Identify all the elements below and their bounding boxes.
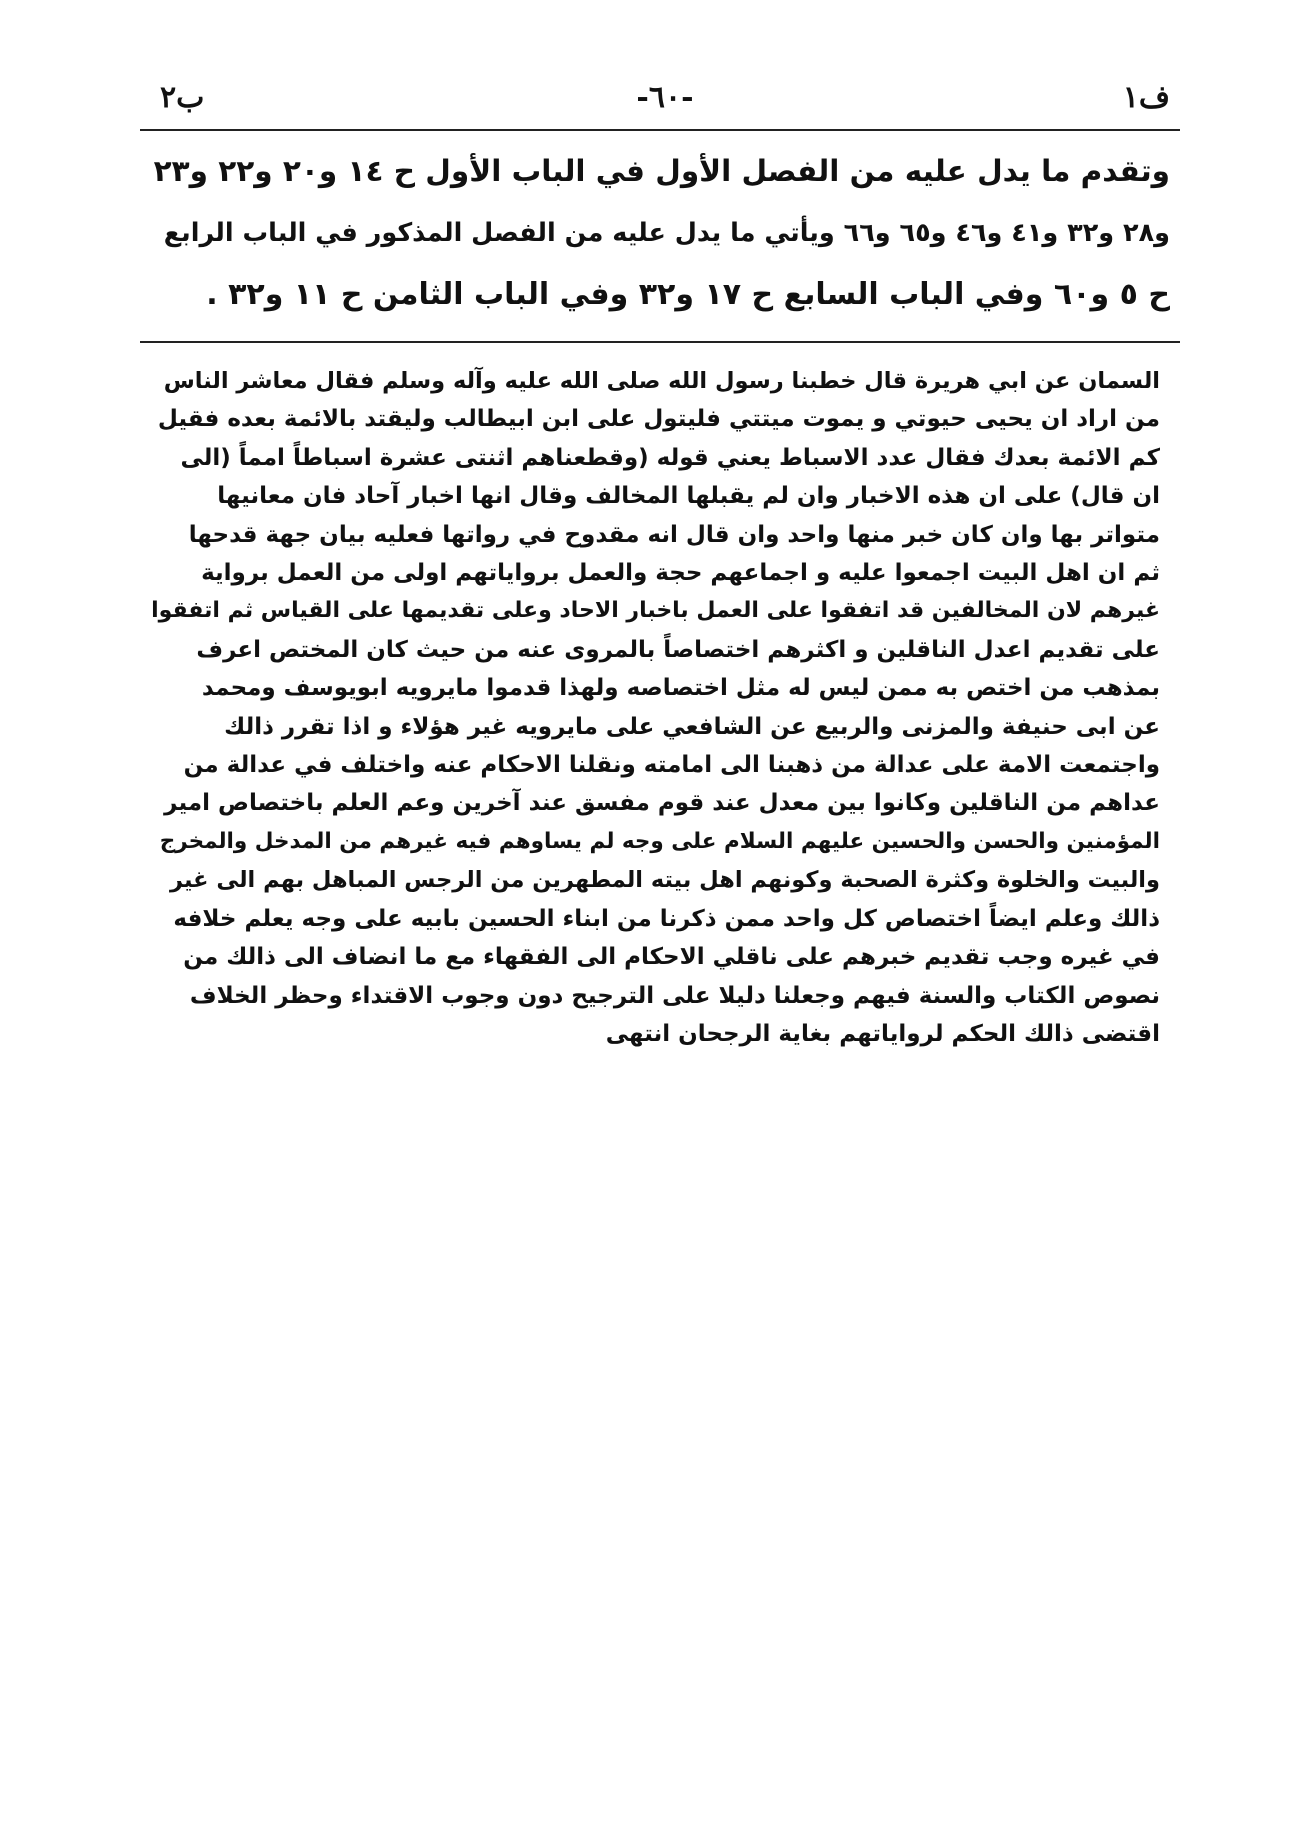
body-line: عن ابى حنيفة والمزنى والربيع عن الشافعي على مايرويه غير هؤلاء و اذا تقرر ذالك: [224, 713, 1160, 740]
notes-line: و٢٨ و٣٢ و٤١ و٤٦ و٦٥ و٦٦ ويأتي ما يدل عليه من الفصل المذكور في الباب الرابع: [163, 218, 1170, 248]
body-line: اقتضى ذالك الحكم لرواياتهم بغاية الرجحان انتهى: [605, 1020, 1160, 1047]
body-line: نصوص الكتاب والسنة فيهم وجعلنا دليلا على الترجيح دون وجوب الاقتداء وحظر الخلاف: [189, 982, 1160, 1009]
body-line: واجتمعت الامة على عدالة من ذهبنا الى امامته ونقلنا الاحكام عنه واختلف في عدالة من: [183, 752, 1160, 779]
notes-line: ح ٥ و٦٠ وفي الباب السابع ح ١٧ و٣٢ وفي الباب الثامن ح ١١ و٣٢ .: [206, 277, 1170, 312]
page-number: -٦٠-: [636, 80, 694, 115]
body-line: ثم ان اهل البيت اجمعوا عليه و اجماعهم حجة والعمل برواياتهم اولى من العمل برواية: [201, 560, 1160, 587]
header-folio-right: ف١: [1122, 80, 1170, 115]
notes-line: وتقدم ما يدل عليه من الفصل الأول في الباب الأول ح ١٤ و٢٠ و٢٢ و٢٣: [153, 154, 1170, 188]
body-text: [150, 362, 1160, 1053]
page-header: [160, 78, 1170, 128]
body-line: كم الائمة بعدك فقال عدد الاسباط يعني قوله (وقطعناهم اثنتى عشرة اسباطاً امماً (الى: [180, 444, 1160, 471]
body-line: على تقديم اعدل الناقلين و اكثرهم اختصاصاً بالمروى عنه من حيث كان المختص اعرف: [196, 636, 1160, 663]
body-line: والبيت والخلوة وكثرة الصحبة وكونهم اهل بيته المطهرين من الرجس المباهل بهم الى غير: [169, 867, 1160, 894]
body-line: السمان عن ابي هريرة قال خطبنا رسول الله صلى الله عليه وآله وسلم فقال معاشر الناس: [163, 368, 1160, 394]
body-line: ذالك وعلم ايضاً اختصاص كل واحد ممن ذكرنا من ابناء الحسين بابيه على وجه يعلم خلافه: [173, 905, 1160, 932]
reference-notes: [150, 140, 1170, 326]
body-line: متواتر بها وان كان خبر منها واحد وان قال انه مقدوح في رواتها فعليه بيان جهة قدحها: [188, 521, 1160, 548]
body-line: في غيره وجب تقديم خبرهم على ناقلي الاحكام الى الفقهاء مع ما انضاف الى ذالك من: [183, 944, 1160, 971]
section-divider: [140, 341, 1180, 343]
body-line: ان قال) على ان هذه الاخبار وان لم يقبلها المخالف وقال انها اخبار آحاد فان معانيها: [217, 483, 1160, 510]
body-line: من اراد ان يحيى حيوتي و يموت ميتتي فليتول على ابن ابيطالب وليقتد بالائمة بعده فقيل: [157, 406, 1160, 433]
header-rule: [140, 129, 1180, 131]
body-line: المؤمنين والحسن والحسين عليهم السلام على وجه لم يساوهم فيه غيرهم من المدخل والمخرج: [159, 828, 1160, 854]
body-line: عداهم من الناقلين وكانوا بين معدل عند قوم مفسق عند آخرين وعم العلم باختصاص امير: [164, 790, 1160, 817]
header-folio-left: ب٢: [160, 80, 205, 115]
body-line: بمذهب من اختص به ممن ليس له مثل اختصاصه ولهذا قدموا مايرويه ابويوسف ومحمد: [201, 675, 1160, 702]
body-line: غيرهم لان المخالفين قد اتفقوا على العمل باخبار الاحاد وعلى تقديمها على القياس ثم اتفقوا: [151, 598, 1160, 624]
